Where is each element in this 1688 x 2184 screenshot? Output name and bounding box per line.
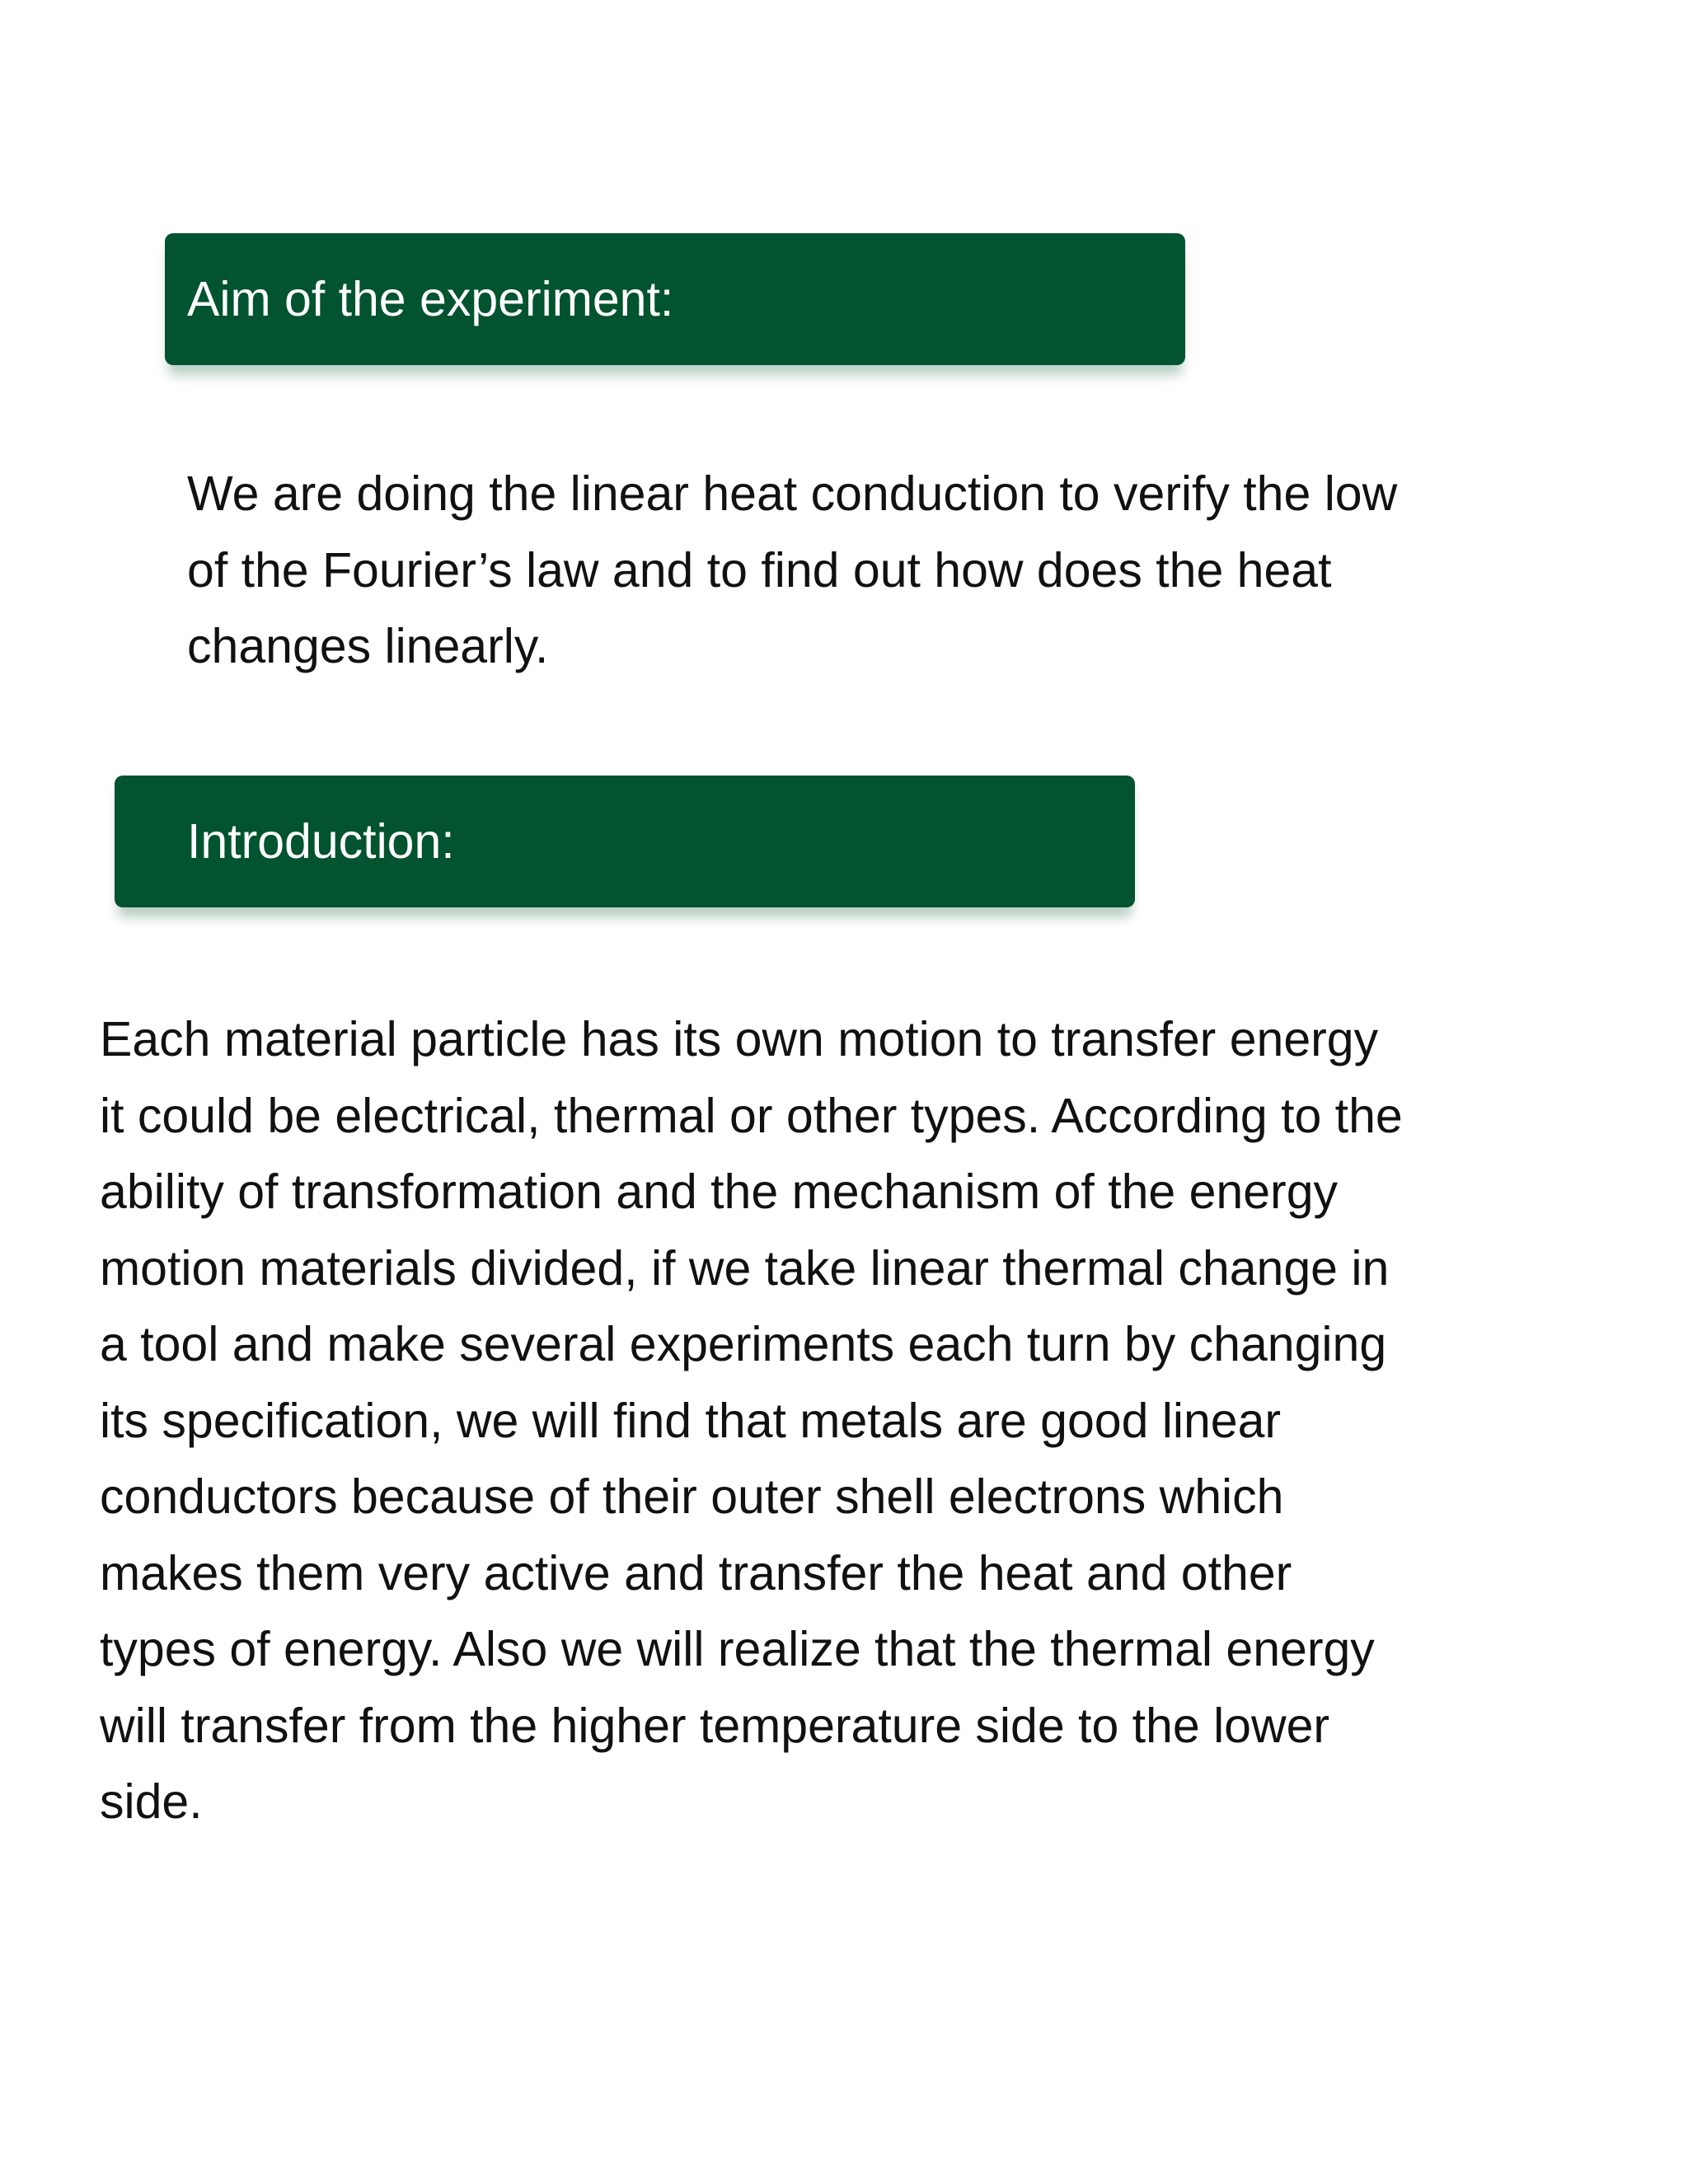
introduction-line: makes them very active and transfer the heat and other bbox=[100, 1545, 1292, 1601]
aim-line: We are doing the linear heat conduction to verify the low bbox=[187, 466, 1398, 521]
introduction-line: a tool and make several experiments each turn by changing bbox=[100, 1317, 1387, 1371]
introduction-line: motion materials divided, if we take linear thermal change in bbox=[100, 1240, 1390, 1296]
introduction-line: conductors because of their outer shell electrons which bbox=[100, 1469, 1284, 1524]
aim-paragraph bbox=[187, 456, 1555, 685]
introduction-line: its specification, we will find that metals are good linear bbox=[100, 1393, 1282, 1448]
introduction-line: will transfer from the higher temperature side to the lower bbox=[100, 1698, 1330, 1753]
introduction-heading-bar bbox=[115, 776, 1135, 907]
introduction-line: Each material particle has its own motion to transfer energy bbox=[100, 1012, 1379, 1066]
introduction-heading: Introduction: bbox=[187, 814, 455, 869]
aim-heading: Aim of the experiment: bbox=[187, 272, 674, 326]
aim-line: of the Fourier’s law and to find out how does the heat bbox=[187, 542, 1332, 598]
aim-line: changes linearly. bbox=[187, 619, 549, 673]
introduction-line: ability of transformation and the mechanism of the energy bbox=[100, 1165, 1339, 1219]
aim-heading-bar bbox=[165, 233, 1185, 365]
introduction-line: types of energy. Also we will realize that the thermal energy bbox=[100, 1622, 1375, 1676]
introduction-line: side. bbox=[100, 1774, 203, 1829]
introduction-line: it could be electrical, thermal or other types. According to the bbox=[100, 1088, 1403, 1143]
introduction-paragraph bbox=[100, 1001, 1567, 1840]
